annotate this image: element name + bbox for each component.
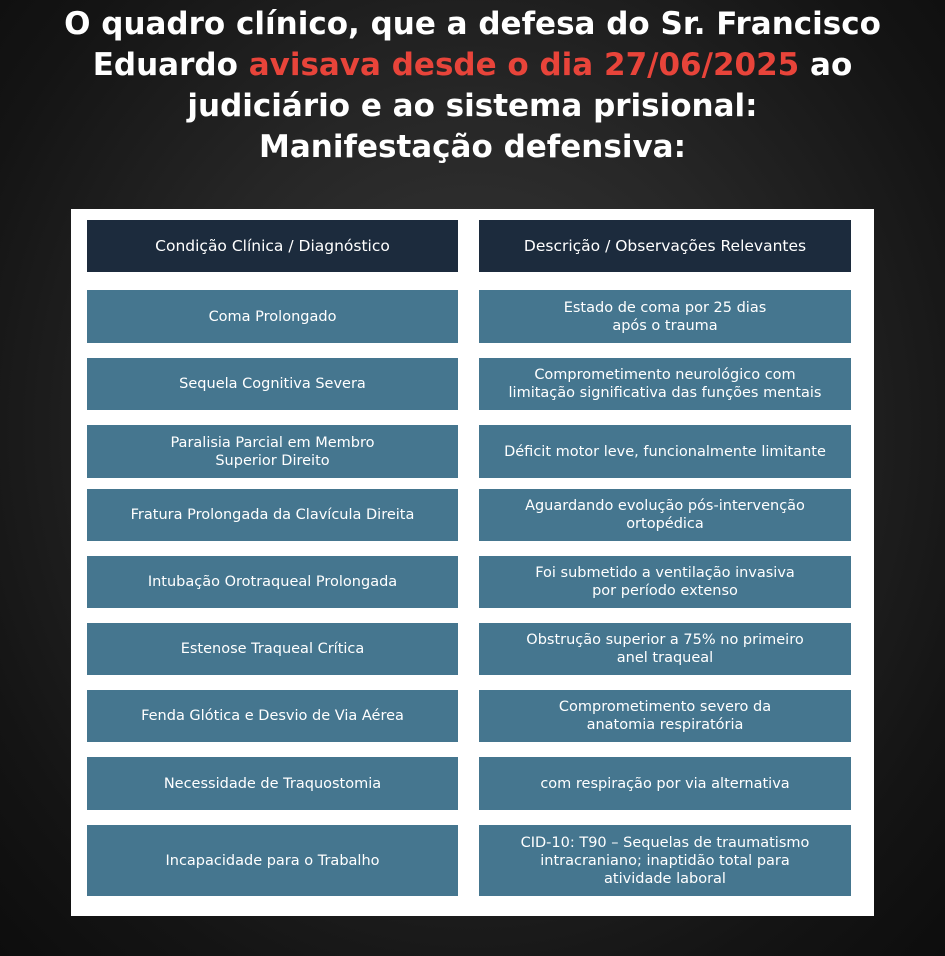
header-condition: Condição Clínica / Diagnóstico: [87, 220, 458, 272]
headline-part1: O quadro clínico, que a defesa do Sr. Francisco Eduardo: [64, 6, 881, 83]
condition-cell: Paralisia Parcial em Membro Superior Direito: [87, 425, 458, 478]
description-cell: Estado de coma por 25 dias após o trauma: [479, 290, 851, 343]
headline: [20, 4, 925, 168]
description-cell: Comprometimento neurológico com limitação significativa das funções mentais: [479, 358, 851, 410]
condition-cell: Estenose Traqueal Crítica: [87, 623, 458, 675]
condition-cell: Intubação Orotraqueal Prolongada: [87, 556, 458, 608]
condition-cell: Fratura Prolongada da Clavícula Direita: [87, 489, 458, 541]
clinical-table: [71, 209, 874, 916]
description-cell: Obstrução superior a 75% no primeiro anel traqueal: [479, 623, 851, 675]
description-cell: Foi submetido a ventilação invasiva por período extenso: [479, 556, 851, 608]
condition-cell: Coma Prolongado: [87, 290, 458, 343]
condition-cell: Fenda Glótica e Desvio de Via Aérea: [87, 690, 458, 742]
condition-cell: Sequela Cognitiva Severa: [87, 358, 458, 410]
headline-highlight: avisava desde o dia 27/06/2025: [248, 47, 800, 83]
header-description: Descrição / Observações Relevantes: [479, 220, 851, 272]
condition-cell: Incapacidade para o Trabalho: [87, 825, 458, 896]
headline-line2: Manifestação defensiva:: [259, 129, 686, 165]
description-cell: CID-10: T90 – Sequelas de traumatismo intracraniano; inaptidão total para atividade laboral: [479, 825, 851, 896]
headline-part2: ao judiciário e ao sistema prisional:: [187, 47, 853, 124]
description-cell: Comprometimento severo da anatomia respiratória: [479, 690, 851, 742]
description-cell: Aguardando evolução pós-intervenção ortopédica: [479, 489, 851, 541]
description-cell: Déficit motor leve, funcionalmente limitante: [479, 425, 851, 478]
description-cell: com respiração por via alternativa: [479, 757, 851, 810]
condition-cell: Necessidade de Traquostomia: [87, 757, 458, 810]
